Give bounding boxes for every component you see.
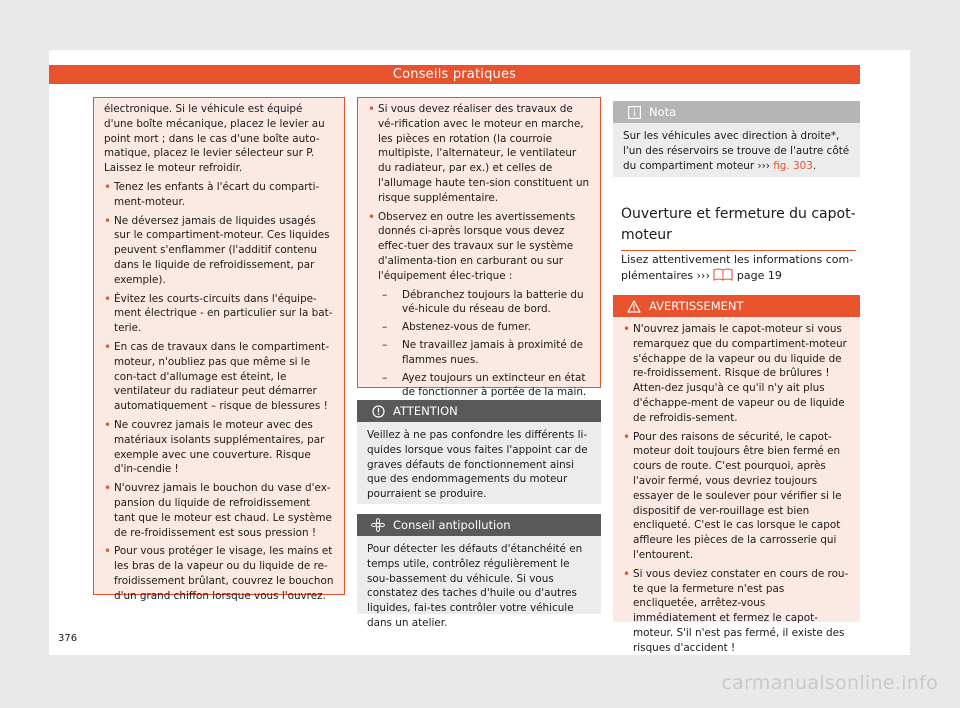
warning-bullet: • Pour des raisons de sécurité, le capot-moteur doit toujours être bien fermé en cours de route. C'est pourquoi, après l'avoir fermé, vous devriez toujours essayer de le soulever pour vérifier si le dispositif de ver-rouillage est bien encliqueté. C'est le cas lorsque le capot affleure les pièces de la carrosserie qui l'entourent. — [623, 430, 850, 563]
note-box — [613, 101, 860, 177]
warning-dash-item: – Ne travaillez jamais à proximité de flammes nues. — [380, 338, 590, 368]
note-arrows: ››› — [757, 159, 770, 172]
info-circle-icon — [369, 400, 387, 422]
attention-box — [357, 400, 601, 504]
warning-bullet: • Si vous devez réaliser des travaux de vé-rification avec le moteur en marche, les pièces en rotation (la courroie multipiste, l'alternateur, le ventilateur du radiateur, par ex.) et celles de l'allumage haute ten-sion constituent un risque supplémentaire. — [368, 102, 590, 206]
note-title: Nota — [649, 105, 677, 119]
note-text-main: Sur les véhicules avec direction à droite*, l'un des réservoirs se trouve de l'autre côté du compartiment moteur — [623, 130, 850, 172]
warning-dash-item: – Débranchez toujours la batterie du vé-hicule du réseau de bord. — [380, 288, 590, 318]
warning-box-continued-2 — [357, 97, 601, 399]
warning-bullet: • N'ouvrez jamais le bouchon du vase d'ex-pansion du liquide de refroidissement tant que le moteur est chaud. Le système de re-froidissement est sous pression ! — [104, 481, 334, 540]
book-icon — [713, 268, 733, 286]
warning-bullet: • N'ouvrez jamais le capot-moteur si vous remarquez que du compartiment-moteur s'échappe de la vapeur ou du liquide de re-froidissement. Risque de brûlures ! Atten-dez jusqu'à ce qu'il n'y ait plus d'échappe-ment de vapeur ou de liquide de refroidis-sement. — [623, 322, 850, 426]
eco-tip-box — [357, 514, 601, 629]
attention-title: ATTENTION — [393, 404, 458, 418]
leaf-icon — [369, 514, 387, 536]
warning-bullet: • Si vous deviez constater en cours de rou-te que la fermeture n'est pas encliquetée, arrêtez-vous immédiatement et fermez le capot-moteur. S'il n'est pas fermé, il existe des risques d'accident ! — [623, 567, 850, 656]
warning-box-continued — [93, 97, 345, 602]
warning-triangle-icon — [625, 295, 643, 317]
eco-tip-title: Conseil antipollution — [393, 518, 511, 532]
warning-bullet: • Pour vous protéger le visage, les mains et les bras de la vapeur ou du liquide de re-froidissement brûlant, couvrez le bouchon d'un grand chiffon lorsque vous l'ouvrez. — [104, 544, 334, 603]
warning-dash-item: – Ayez toujours un extincteur en état de fonctionner à portée de la main. — [380, 371, 590, 401]
warning-body — [613, 317, 860, 668]
warning-bullet: • Évitez les courts-circuits dans l'équipe-ment électrique - en particulier sur la bat-terie. — [104, 292, 334, 336]
warning-title: AVERTISSEMENT — [649, 299, 744, 313]
warning-bullet: • Observez en outre les avertissements donnés ci-après lorsque vous devez effec-tuer des travaux sur le système d'alimenta-tion en carburant ou sur l'équipement élec-trique : — [368, 210, 590, 284]
intro-text: Lisez attentivement les informations com-plémentaires — [621, 253, 854, 282]
page-header: Conseils pratiques — [49, 65, 860, 84]
note-header — [613, 101, 860, 123]
attention-text: Veillez à ne pas confondre les différents li-quides lorsque vous faites l'appoint car de graves défauts de fonctionnement ainsi que des endommagements du moteur pourraient se produire. — [367, 429, 588, 501]
watermark: carmanualsonline.info — [721, 672, 938, 694]
page-link[interactable]: page 19 — [736, 269, 782, 282]
warning-header — [613, 295, 860, 317]
figure-link[interactable]: fig. 303 — [773, 159, 813, 172]
note-text — [613, 123, 860, 181]
info-square-icon — [625, 101, 643, 123]
eco-tip-header — [357, 514, 601, 536]
warning-bullet: • Tenez les enfants à l'écart du comparti-ment-moteur. — [104, 180, 334, 210]
warning-bullet: • Ne déversez jamais de liquides usagés sur le compartiment-moteur. Ces liquides peuvent s'enflammer (l'additif contenu dans le liquide de refroidissement, par exemple). — [104, 214, 334, 288]
warning-dash-item: – Abstenez-vous de fumer. — [380, 320, 590, 335]
warning-intro: électronique. Si le véhicule est équipé d'une boîte mécanique, placez le levier au point mort ; dans le cas d'une boîte auto-matique, placez le levier sélecteur sur P. Laissez le moteur refroidir. — [104, 103, 325, 175]
page-number: 376 — [58, 633, 78, 644]
intro-arrows: ››› — [696, 269, 710, 282]
note-text-end: . — [812, 159, 817, 172]
warning-bullet: • En cas de travaux dans le compartiment-moteur, n'oubliez pas que même si le con-tact d'allumage est éteint, le ventilateur du radiateur peut démarrer automatiquement – risque de blessures ! — [104, 340, 334, 414]
section-intro — [621, 252, 861, 286]
section-title: Ouverture et fermeture du capot-moteur — [621, 204, 856, 251]
warning-bullet: • Ne couvrez jamais le moteur avec des matériaux isolants supplémentaires, par exemple avec une couverture. Risque d'in-cendie ! — [104, 418, 334, 477]
eco-tip-text: Pour détecter les défauts d'étanchéité en temps utile, contrôlez régulièrement le sou-bassement du véhicule. Si vous constatez des taches d'huile ou d'autres liquides, fai-tes contrôler votre véhicule dans un atelier. — [367, 543, 583, 629]
attention-header — [357, 400, 601, 422]
warning-box — [613, 295, 860, 654]
